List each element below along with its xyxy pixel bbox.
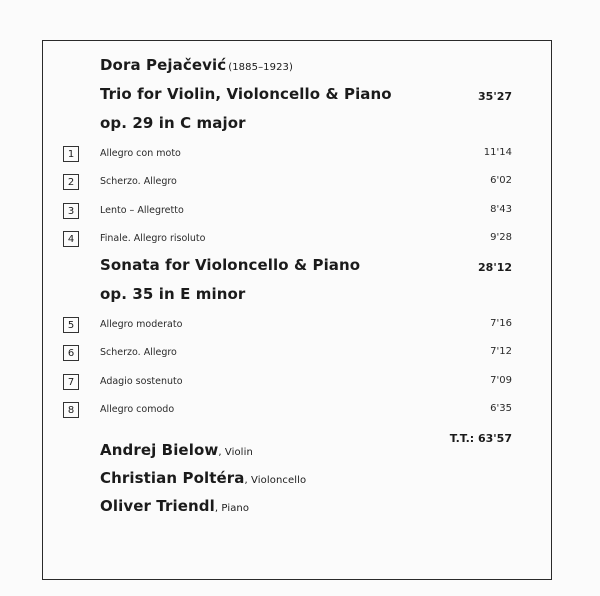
track-number-box: 8: [63, 402, 79, 418]
work-duration: 35'27: [478, 90, 512, 103]
track-title: Scherzo. Allegro: [100, 347, 177, 358]
composer-name: Dora Pejačević: [100, 56, 227, 74]
work-duration: 28'12: [478, 261, 512, 274]
track-number-box: 7: [63, 374, 79, 390]
track-number-box: 4: [63, 231, 79, 247]
performer-instrument: , Violin: [218, 447, 253, 458]
performer-instrument: , Piano: [214, 503, 250, 514]
track-title: Scherzo. Allegro: [100, 176, 177, 187]
track-time: 6'35: [490, 403, 512, 414]
track-time: 7'09: [490, 375, 512, 386]
performer-name: Andrej Bielow: [100, 441, 219, 459]
performer-name: Christian Poltéra: [100, 469, 245, 487]
track-title: Adagio sostenuto: [100, 376, 183, 387]
track-number-box: 3: [63, 203, 79, 219]
track-number-box: 6: [63, 345, 79, 361]
track-number-box: 2: [63, 174, 79, 190]
track-time: 7'12: [490, 346, 512, 357]
performer: [100, 469, 306, 487]
track-title: Allegro con moto: [100, 148, 181, 159]
performer-instrument: , Violoncello: [244, 475, 307, 486]
track-title: Allegro comodo: [100, 404, 175, 415]
composer-heading: [100, 56, 293, 74]
track-time: 7'16: [490, 318, 512, 329]
total-time: T.T.: 63'57: [449, 432, 512, 445]
performer-name: Oliver Triendl: [100, 497, 215, 515]
track-time: 8'43: [490, 204, 512, 215]
work-subtitle: op. 29 in C major: [100, 114, 246, 132]
composer-dates: (1885–1923): [228, 62, 294, 73]
performer: [100, 497, 249, 515]
track-title: Finale. Allegro risoluto: [100, 233, 206, 244]
track-time: 11'14: [483, 147, 512, 158]
work-title: Trio for Violin, Violoncello & Piano: [100, 85, 392, 103]
track-number-box: 1: [63, 146, 79, 162]
track-number-box: 5: [63, 317, 79, 333]
performer: [100, 441, 253, 459]
track-time: 9'28: [490, 232, 512, 243]
track-title: Lento – Allegretto: [100, 205, 184, 216]
work-subtitle: op. 35 in E minor: [100, 285, 246, 303]
work-title: Sonata for Violoncello & Piano: [100, 256, 361, 274]
track-time: 6'02: [490, 175, 512, 186]
track-title: Allegro moderato: [100, 319, 183, 330]
